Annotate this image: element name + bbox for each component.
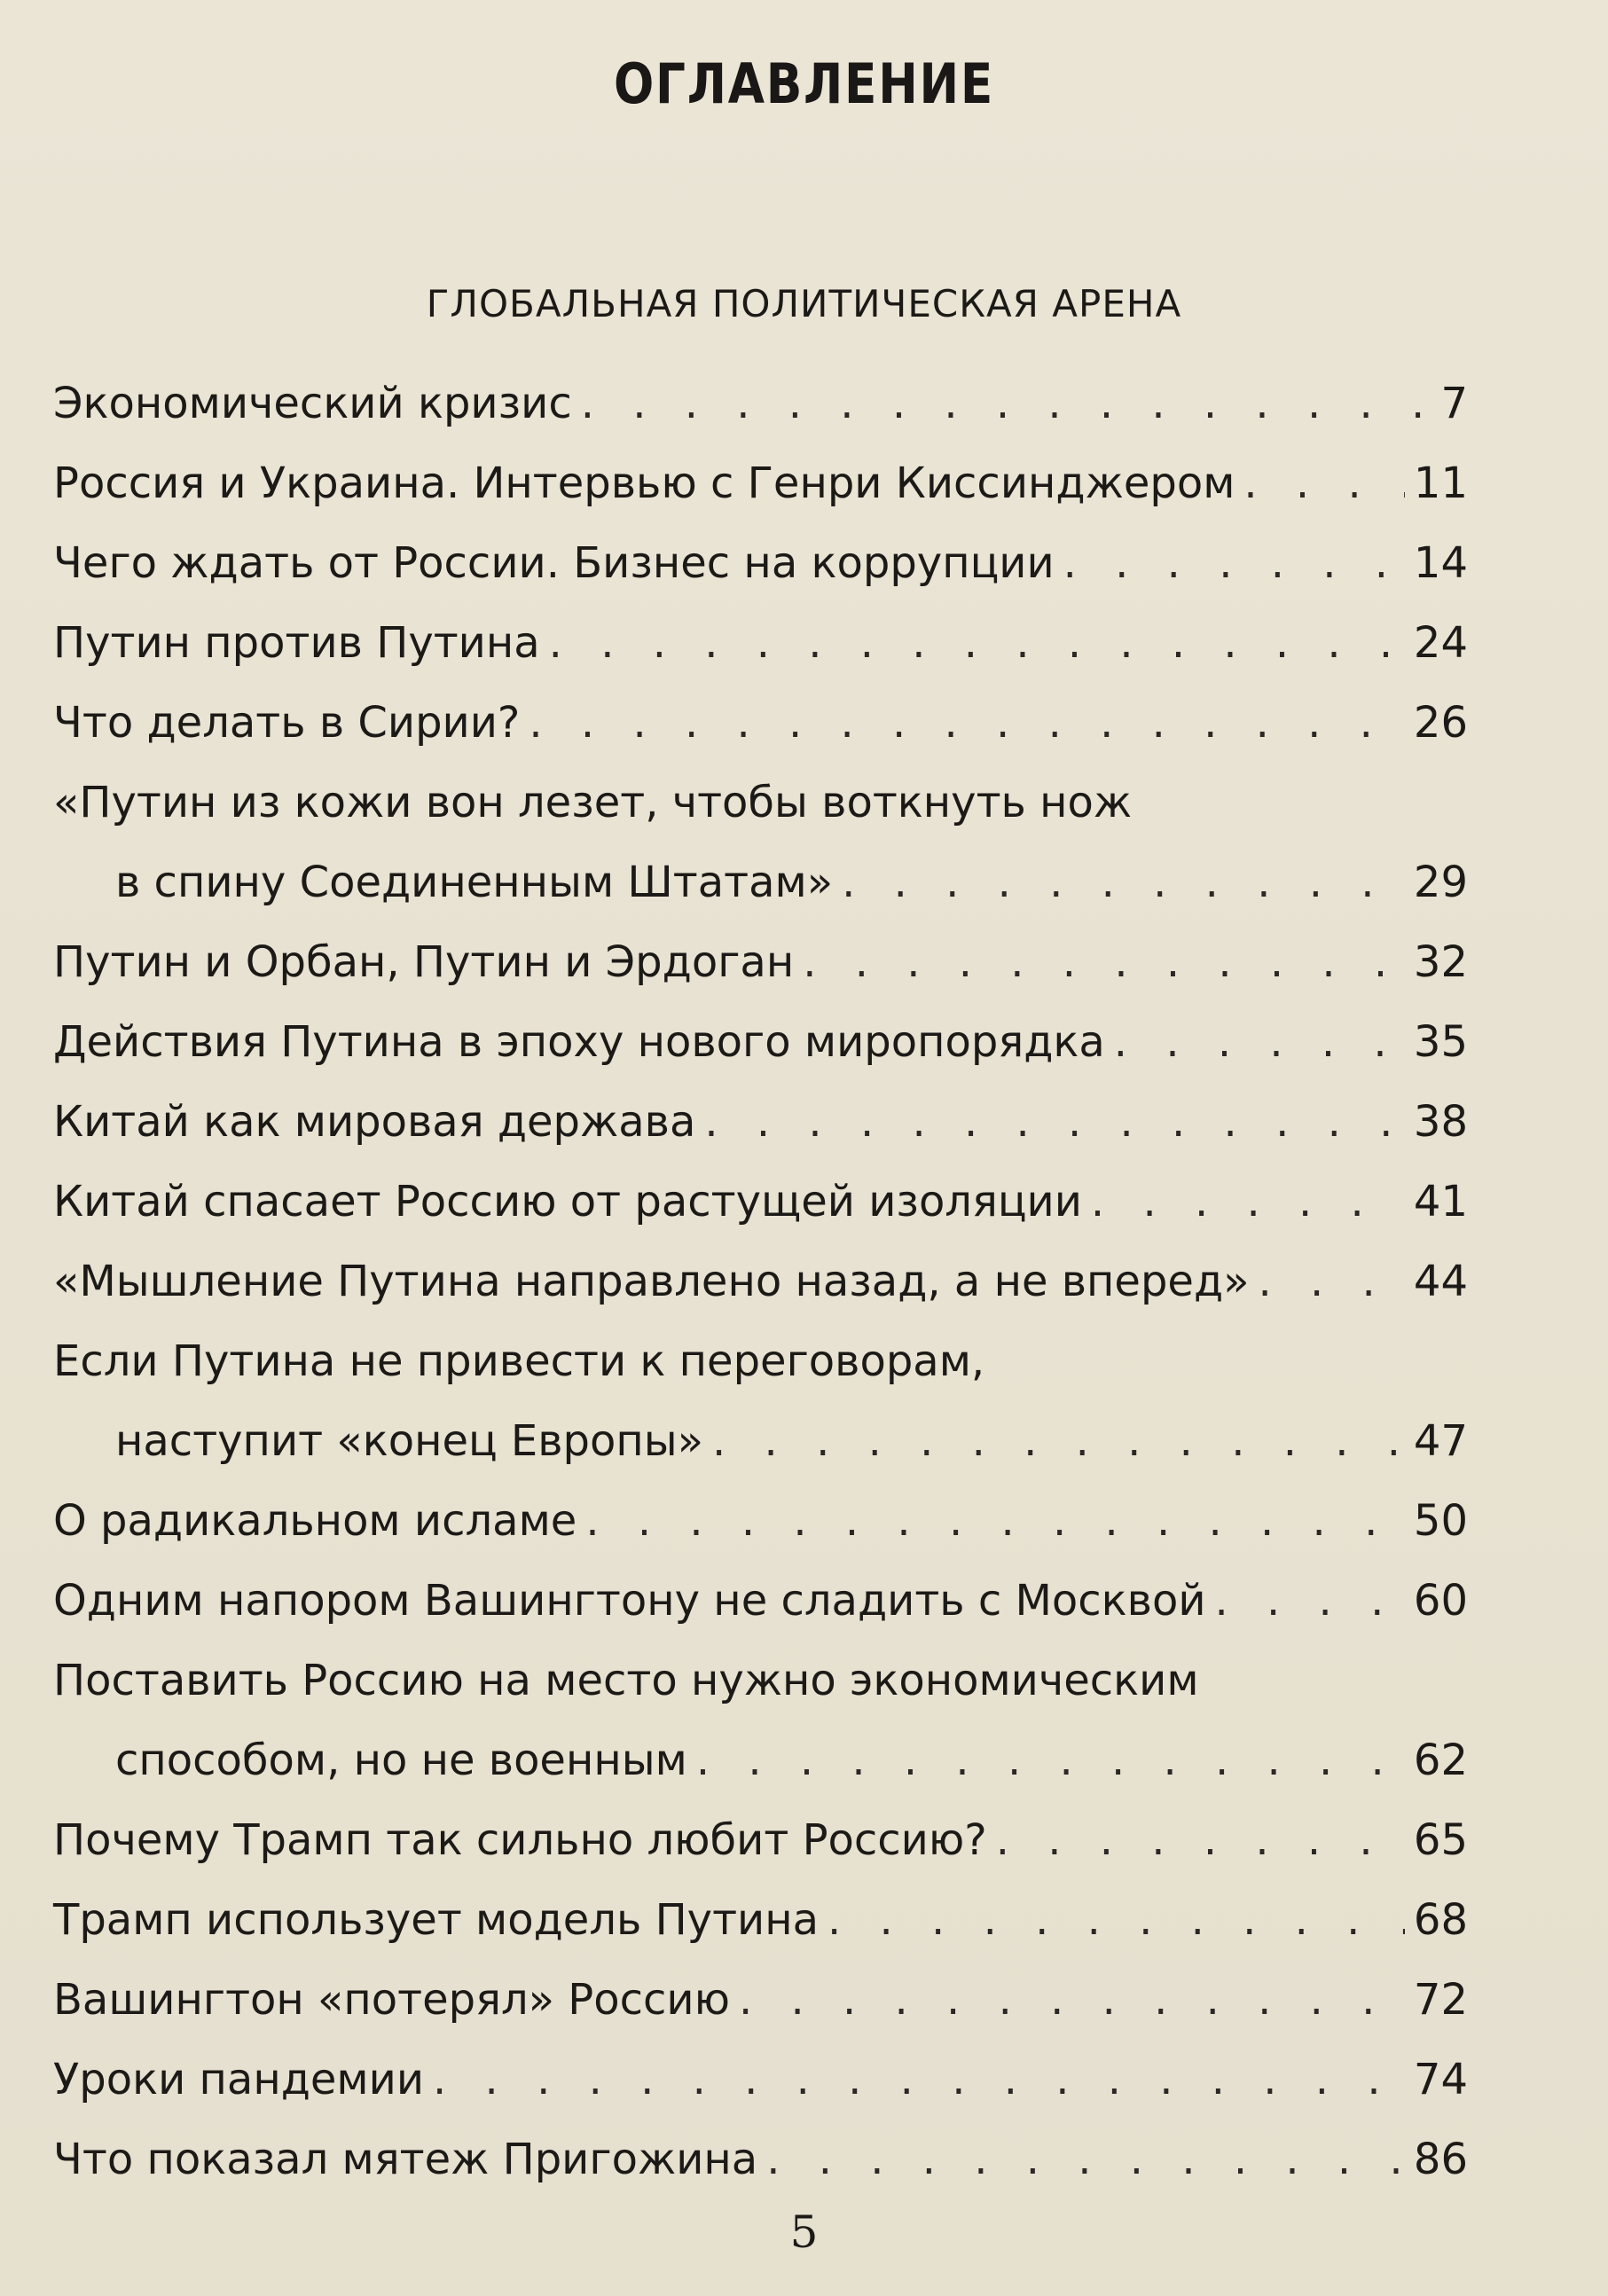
page-title: ОГЛАВЛЕНИЕ	[613, 51, 995, 116]
toc-entry	[53, 931, 1468, 993]
toc-entry-title: Россия и Украина. Интервью с Генри Киссинджером	[53, 458, 1235, 508]
toc-entry	[53, 1969, 1468, 2031]
toc-entry	[53, 2128, 1468, 2190]
toc-entry-title: Действия Путина в эпоху нового миропорядка	[53, 1017, 1105, 1067]
toc-entry-title: Уроки пандемии	[53, 2055, 425, 2104]
dot-leader	[739, 1969, 1405, 2031]
toc-entry-title: «Путин из кожи вон лезет, чтобы воткнуть нож	[53, 778, 1133, 827]
toc-entry-page: 60	[1413, 1576, 1468, 1626]
toc-entry-page: 24	[1413, 618, 1468, 668]
toc-entry	[53, 1809, 1468, 1871]
toc-entry-title: Чего ждать от России. Бизнес на коррупции	[53, 538, 1055, 588]
dot-leader	[1215, 1570, 1405, 1632]
dot-leader	[842, 851, 1405, 913]
dot-leader	[712, 1410, 1405, 1472]
toc-entry	[53, 2049, 1468, 2111]
toc-entry	[53, 1011, 1468, 1073]
toc-entry	[53, 612, 1468, 674]
toc-entry-title: Вашингтон «потерял» Россию	[53, 1975, 730, 2025]
toc-entry-page: 74	[1413, 2055, 1468, 2104]
toc-entry-page: 35	[1413, 1017, 1468, 1067]
toc-entry	[53, 452, 1468, 514]
toc-entry-title: Трамп использует модель Путина	[53, 1895, 820, 1945]
toc-entry-page: 68	[1413, 1895, 1468, 1945]
dot-leader	[1243, 452, 1405, 514]
toc-entry	[53, 532, 1468, 594]
toc-entry	[53, 1570, 1468, 1632]
page-number: 5	[789, 2206, 819, 2258]
toc-entry	[115, 1410, 1468, 1472]
dot-leader	[1259, 1250, 1405, 1313]
toc-entry-title: «Мышление Путина направлено назад, а не вперед»	[53, 1257, 1250, 1306]
toc-entry-page: 65	[1413, 1815, 1468, 1865]
dot-leader	[803, 931, 1405, 993]
toc-entry-title: Путин и Орбан, Путин и Эрдоган	[53, 937, 795, 987]
dot-leader	[433, 2049, 1405, 2111]
toc-entry-page: 26	[1413, 698, 1468, 748]
toc-entry-title: Если Путина не привести к переговорам,	[53, 1336, 985, 1386]
dot-leader	[766, 2128, 1405, 2190]
toc-entry-page: 32	[1413, 937, 1468, 987]
dot-leader	[549, 612, 1405, 674]
toc-entry-page: 86	[1413, 2135, 1468, 2184]
dot-leader	[1091, 1171, 1405, 1233]
toc-entry-title: наступит «конец Европы»	[115, 1416, 704, 1466]
dot-leader	[696, 1729, 1405, 1791]
toc-entry-page: 41	[1413, 1177, 1468, 1226]
toc-entry	[53, 692, 1468, 754]
toc-entry-page: 47	[1413, 1416, 1468, 1466]
toc-entry	[53, 1171, 1468, 1233]
toc-entry	[53, 1250, 1468, 1313]
toc-entry-page: 62	[1413, 1736, 1468, 1785]
toc-entry-title: способом, но не военным	[115, 1736, 687, 1785]
toc-entry-page: 14	[1413, 538, 1468, 588]
toc-entry-page: 50	[1413, 1496, 1468, 1546]
toc-entry-page: 44	[1413, 1257, 1468, 1306]
toc-entry-title: Что делать в Сирии?	[53, 698, 521, 748]
toc-entry-page: 11	[1413, 458, 1468, 508]
toc-entry-page: 7	[1440, 379, 1468, 428]
toc-entry-page: 38	[1413, 1097, 1468, 1147]
dot-leader	[585, 1490, 1405, 1552]
toc-entry-title: Путин против Путина	[53, 618, 540, 668]
toc-entry	[115, 851, 1468, 913]
toc-entry	[53, 1889, 1468, 1951]
toc-entry-page: 29	[1413, 858, 1468, 907]
dot-leader	[828, 1889, 1405, 1951]
toc-entry-title: Поставить Россию на место нужно экономическим	[53, 1656, 1199, 1705]
dot-leader	[1114, 1011, 1405, 1073]
toc-entry-title: О радикальном исламе	[53, 1496, 577, 1546]
toc-entry-title: Китай как мировая держава	[53, 1097, 696, 1147]
toc-entry	[53, 1091, 1468, 1153]
toc-entry-page: 72	[1413, 1975, 1468, 2025]
dot-leader	[581, 372, 1432, 435]
toc-entry	[115, 1729, 1468, 1791]
toc-entry	[53, 372, 1468, 435]
dot-leader	[996, 1809, 1405, 1871]
toc-entry-title: в спину Соединенным Штатам»	[115, 858, 834, 907]
toc-entry-title: Экономический кризис	[53, 379, 572, 428]
toc-entry-title: Что показал мятеж Пригожина	[53, 2135, 758, 2184]
toc-entry-title: Почему Трамп так сильно любит Россию?	[53, 1815, 987, 1865]
toc-entry-title: Китай спасает Россию от растущей изоляции	[53, 1177, 1082, 1226]
toc-entry	[53, 1490, 1468, 1552]
dot-leader	[1063, 532, 1405, 594]
dot-leader	[529, 692, 1405, 754]
toc-entry-title: Одним напором Вашингтону не сладить с Москвой	[53, 1576, 1206, 1626]
dot-leader	[704, 1091, 1405, 1153]
section-heading: ГЛОБАЛЬНАЯ ПОЛИТИЧЕСКАЯ АРЕНА	[426, 282, 1182, 325]
